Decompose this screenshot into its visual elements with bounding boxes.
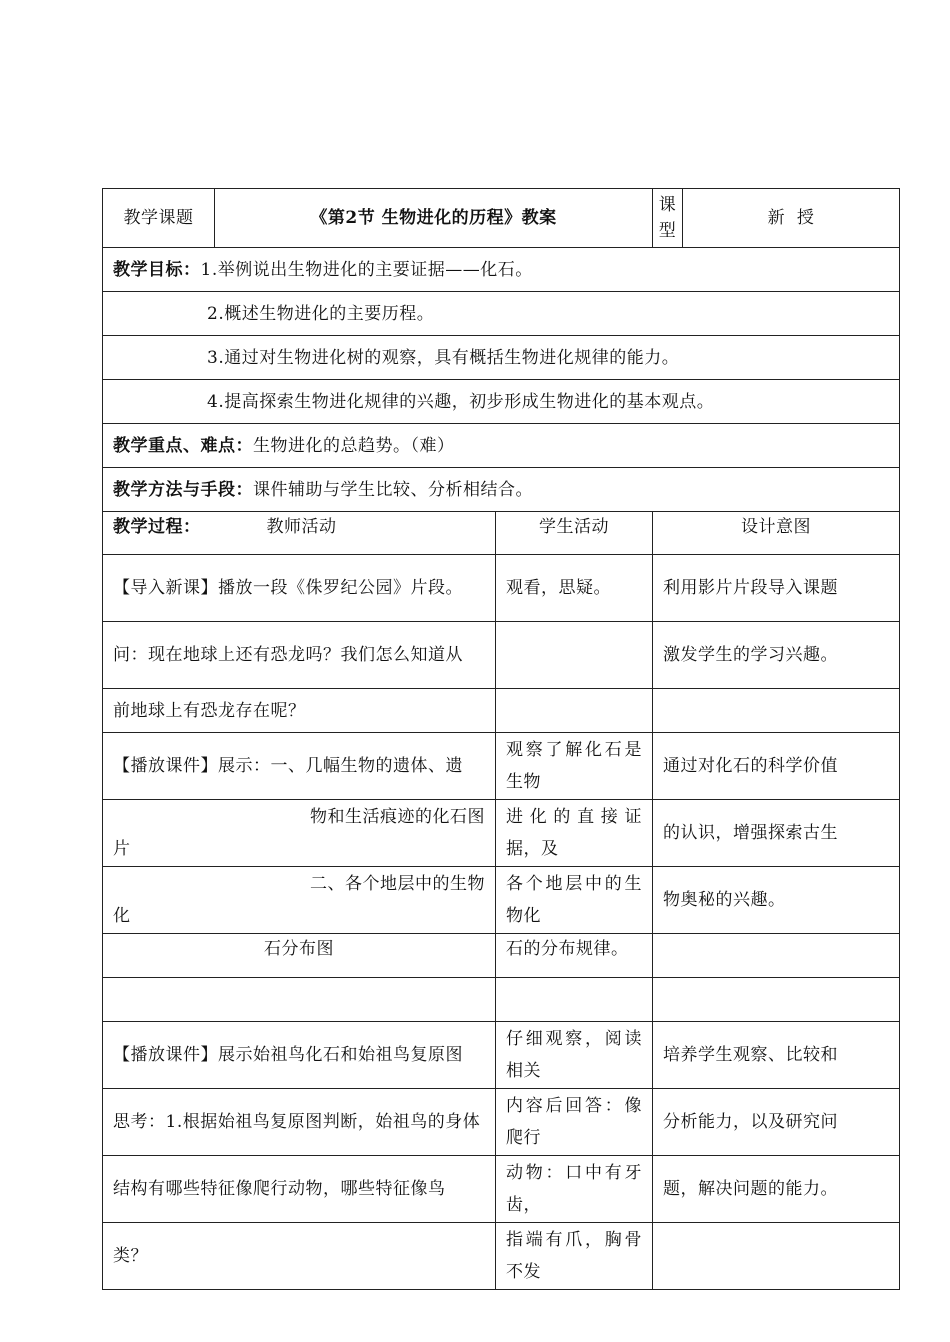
student-activity: 动物：口中有牙齿， bbox=[496, 1156, 653, 1223]
design-intent bbox=[653, 689, 900, 733]
teacher-activity: 结构有哪些特征像爬行动物，哪些特征像鸟 bbox=[103, 1156, 496, 1223]
teacher-activity bbox=[103, 800, 496, 867]
design-intent bbox=[653, 1223, 900, 1290]
design-intent: 激发学生的学习兴趣。 bbox=[653, 622, 900, 689]
design-intent: 的认识，增强探索古生 bbox=[653, 800, 900, 867]
type-label-line2: 型 bbox=[658, 221, 677, 241]
process-row-11 bbox=[103, 1156, 900, 1223]
process-row-10 bbox=[103, 1089, 900, 1156]
process-header-teacher bbox=[103, 512, 496, 555]
design-intent: 物奥秘的兴趣。 bbox=[653, 867, 900, 934]
process-row-7 bbox=[103, 934, 900, 978]
teacher-activity-line: 片 bbox=[113, 839, 131, 859]
key-points-row bbox=[103, 424, 900, 468]
teacher-activity: 石分布图 bbox=[103, 934, 496, 978]
process-row-3 bbox=[103, 689, 900, 733]
methods-cell bbox=[103, 468, 900, 512]
teacher-activity: 类？ bbox=[103, 1223, 496, 1290]
lesson-plan-document bbox=[102, 188, 899, 1290]
process-row-9 bbox=[103, 1022, 900, 1089]
process-label: 教学过程： bbox=[113, 517, 201, 537]
type-label-line1: 课 bbox=[658, 195, 677, 215]
objective-cell-1 bbox=[103, 248, 900, 292]
teacher-activity-line: 二、各个地层中的生物 bbox=[310, 874, 485, 894]
key-points-cell bbox=[103, 424, 900, 468]
teacher-activity: 【播放课件】展示始祖鸟化石和始祖鸟复原图 bbox=[103, 1022, 496, 1089]
teacher-activity: 思考：1.根据始祖鸟复原图判断，始祖鸟的身体 bbox=[103, 1089, 496, 1156]
header-row bbox=[103, 189, 900, 248]
student-activity bbox=[496, 978, 653, 1022]
student-activity: 各个地层中的生物化 bbox=[496, 867, 653, 934]
teacher-activity: 【播放课件】展示：一、几幅生物的遗体、遗 bbox=[103, 733, 496, 800]
methods-text: 课件辅助与学生比较、分析相结合。 bbox=[253, 479, 533, 500]
design-intent: 利用影片片段导入课题 bbox=[653, 555, 900, 622]
process-row-4 bbox=[103, 733, 900, 800]
teacher-activity-line: 物和生活痕迹的化石图 bbox=[310, 807, 485, 827]
process-header-row bbox=[103, 512, 900, 555]
student-activity: 仔细观察，阅读相关 bbox=[496, 1022, 653, 1089]
objective-item: 2.概述生物进化的主要历程。 bbox=[103, 292, 900, 336]
teacher-activity: 问：现在地球上还有恐龙吗？我们怎么知道从 bbox=[103, 622, 496, 689]
teacher-activity: 【导入新课】播放一段《侏罗纪公园》片段。 bbox=[103, 555, 496, 622]
student-activity: 进化的直接证据，及 bbox=[496, 800, 653, 867]
methods-row bbox=[103, 468, 900, 512]
topic-label: 教学课题 bbox=[103, 189, 215, 248]
lesson-title: 《第2节 生物进化的历程》教案 bbox=[215, 189, 653, 248]
student-activity bbox=[496, 689, 653, 733]
type-label bbox=[653, 189, 683, 248]
objective-row-4 bbox=[103, 380, 900, 424]
design-intent: 培养学生观察、比较和 bbox=[653, 1022, 900, 1089]
type-value: 新 授 bbox=[683, 189, 900, 248]
teacher-activity bbox=[103, 978, 496, 1022]
column-header-student: 学生活动 bbox=[496, 512, 653, 555]
process-row-6 bbox=[103, 867, 900, 934]
design-intent: 分析能力，以及研究问 bbox=[653, 1089, 900, 1156]
student-activity bbox=[496, 622, 653, 689]
teacher-activity bbox=[103, 867, 496, 934]
process-row-2 bbox=[103, 622, 900, 689]
column-header-intent: 设计意图 bbox=[653, 512, 900, 555]
objective-row-2 bbox=[103, 292, 900, 336]
objective-item: 3.通过对生物进化树的观察，具有概括生物进化规律的能力。 bbox=[103, 336, 900, 380]
process-row-8 bbox=[103, 978, 900, 1022]
student-activity: 观察了解化石是生物 bbox=[496, 733, 653, 800]
methods-label: 教学方法与手段： bbox=[113, 479, 253, 500]
student-activity: 观看，思疑。 bbox=[496, 555, 653, 622]
objective-row-3 bbox=[103, 336, 900, 380]
teacher-activity-line: 化 bbox=[113, 906, 131, 926]
lesson-plan-table bbox=[102, 188, 900, 1290]
design-intent bbox=[653, 978, 900, 1022]
objective-item: 1.举例说出生物进化的主要证据——化石。 bbox=[200, 259, 533, 280]
design-intent bbox=[653, 934, 900, 978]
objectives-label: 教学目标： bbox=[113, 259, 201, 280]
teacher-activity: 前地球上有恐龙存在呢？ bbox=[103, 689, 496, 733]
student-activity: 内容后回答：像爬行 bbox=[496, 1089, 653, 1156]
design-intent: 题，解决问题的能力。 bbox=[653, 1156, 900, 1223]
process-row-1 bbox=[103, 555, 900, 622]
process-row-5 bbox=[103, 800, 900, 867]
process-row-12 bbox=[103, 1223, 900, 1290]
student-activity: 指端有爪，胸骨不发 bbox=[496, 1223, 653, 1290]
design-intent: 通过对化石的科学价值 bbox=[653, 733, 900, 800]
key-points-label: 教学重点、难点： bbox=[113, 435, 253, 456]
column-header-teacher: 教师活动 bbox=[266, 517, 337, 537]
objective-row-1 bbox=[103, 248, 900, 292]
student-activity: 石的分布规律。 bbox=[496, 934, 653, 978]
objective-item: 4.提高探索生物进化规律的兴趣，初步形成生物进化的基本观点。 bbox=[103, 380, 900, 424]
key-points-text: 生物进化的总趋势。（难） bbox=[253, 435, 455, 456]
